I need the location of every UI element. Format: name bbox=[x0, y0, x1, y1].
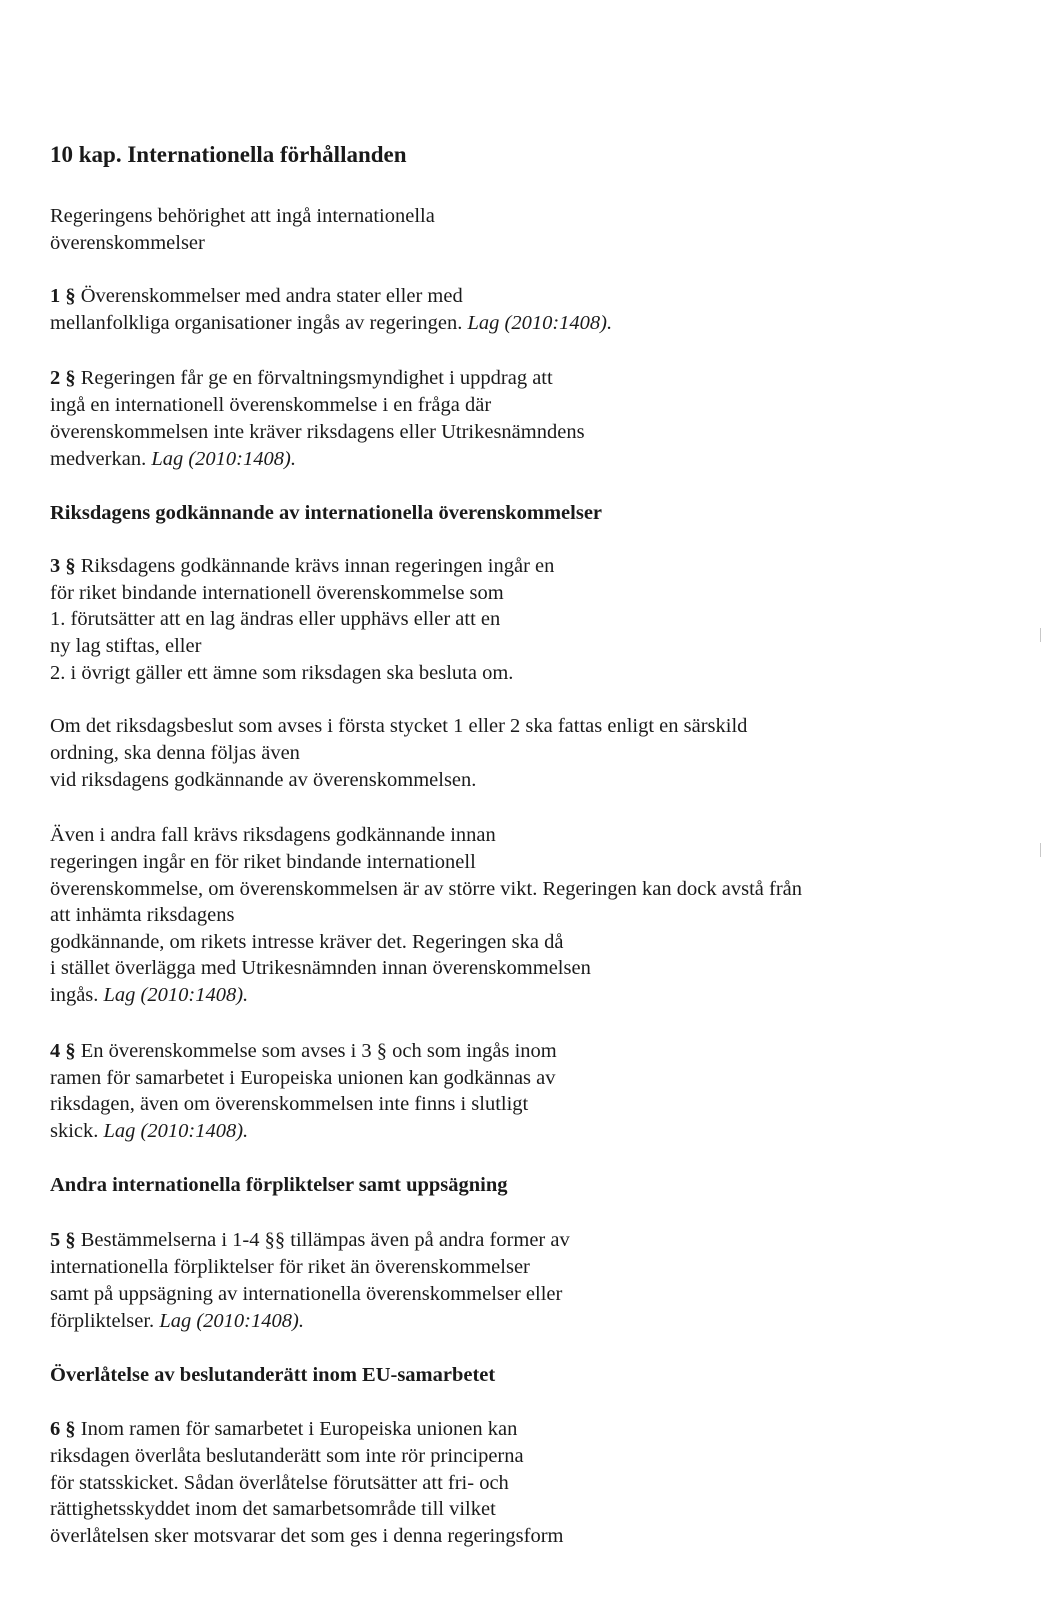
text-line bbox=[50, 1281, 562, 1307]
text-line bbox=[50, 1254, 530, 1280]
text-span: Regeringens behörighet att ingå internationella bbox=[50, 205, 435, 227]
text-span: Överlåtelse av beslutanderätt inom EU-samarbetet bbox=[50, 1364, 496, 1386]
text-span: att inhämta riksdagens bbox=[50, 904, 235, 926]
text-line bbox=[50, 660, 513, 686]
text-line bbox=[50, 230, 205, 256]
text-line bbox=[50, 1443, 524, 1469]
text-span: godkännande, om rikets intresse kräver det. Regeringen ska då bbox=[50, 931, 564, 953]
paragraph-number: 6 § bbox=[50, 1418, 76, 1440]
text-span: skick. bbox=[50, 1120, 104, 1142]
text-span: Riksdagens godkännande av internationella överenskommelser bbox=[50, 502, 603, 524]
scan-speck bbox=[1040, 628, 1041, 642]
text-span: riksdagen, även om överenskommelsen inte finns i slutligt bbox=[50, 1093, 529, 1115]
text-span: riksdagen överlåta beslutanderätt som inte rör principerna bbox=[50, 1445, 524, 1467]
text-span: Även i andra fall krävs riksdagens godkännande innan bbox=[50, 824, 496, 846]
text-span: vid riksdagens godkännande av överenskommelsen. bbox=[50, 769, 477, 791]
text-line bbox=[50, 1308, 304, 1334]
chapter-title: 10 kap. Internationella förhållanden bbox=[50, 142, 407, 167]
text-span: Bestämmelserna i 1-4 §§ tillämpas även på andra former av bbox=[75, 1229, 570, 1251]
law-reference: Lag (2010:1408). bbox=[103, 984, 249, 1006]
text-line bbox=[50, 1038, 557, 1064]
text-line bbox=[50, 446, 296, 472]
paragraph-number: 3 § bbox=[50, 555, 76, 577]
text-line bbox=[50, 1227, 570, 1253]
scan-speck bbox=[1040, 843, 1041, 857]
text-line bbox=[50, 1416, 517, 1442]
text-span: för statsskicket. Sådan överlåtelse förutsätter att fri- och bbox=[50, 1472, 509, 1494]
text-line bbox=[50, 822, 496, 848]
text-span: i stället överlägga med Utrikesnämnden innan överenskommelsen bbox=[50, 957, 591, 979]
text-line bbox=[50, 1523, 563, 1549]
text-span: mellanfolkliga organisationer ingås av regeringen. bbox=[50, 312, 468, 334]
text-span: Riksdagens godkännande krävs innan regeringen ingår en bbox=[75, 555, 555, 577]
text-line bbox=[50, 1470, 509, 1496]
text-span: Regeringen får ge en förvaltningsmyndighet i uppdrag att bbox=[75, 367, 553, 389]
text-span: överenskommelser bbox=[50, 232, 205, 254]
text-line bbox=[50, 633, 201, 659]
text-line bbox=[50, 553, 554, 579]
text-line bbox=[50, 419, 585, 445]
text-line bbox=[50, 713, 747, 739]
text-line bbox=[50, 876, 802, 902]
text-line bbox=[50, 1065, 556, 1091]
text-span: ramen för samarbetet i Europeiska unionen kan godkännas av bbox=[50, 1067, 556, 1089]
text-line bbox=[50, 1118, 248, 1144]
paragraph-number: 4 § bbox=[50, 1040, 76, 1062]
text-line bbox=[50, 902, 234, 928]
text-line bbox=[50, 1496, 496, 1522]
text-span: överenskommelsen inte kräver riksdagens eller Utrikesnämndens bbox=[50, 421, 585, 443]
text-line bbox=[50, 955, 591, 981]
text-line bbox=[50, 310, 612, 336]
text-span: Inom ramen för samarbetet i Europeiska unionen kan bbox=[75, 1418, 518, 1440]
text-line bbox=[50, 392, 491, 418]
text-span: för riket bindande internationell överenskommelse som bbox=[50, 582, 504, 604]
text-line bbox=[50, 580, 504, 606]
text-line bbox=[50, 1091, 528, 1117]
text-span: ingås. bbox=[50, 984, 104, 1006]
text-span: 1. förutsätter att en lag ändras eller upphävs eller att en bbox=[50, 608, 501, 630]
text-span: förpliktelser. bbox=[50, 1310, 160, 1332]
text-span: ingå en internationell överenskommelse i en fråga där bbox=[50, 394, 492, 416]
text-span: 2. i övrigt gäller ett ämne som riksdagen ska besluta om. bbox=[50, 662, 514, 684]
text-line bbox=[50, 929, 563, 955]
law-reference: Lag (2010:1408). bbox=[467, 312, 613, 334]
law-reference: Lag (2010:1408). bbox=[151, 448, 296, 470]
text-line bbox=[50, 606, 500, 632]
text-line bbox=[50, 283, 463, 309]
text-span: ny lag stiftas, eller bbox=[50, 635, 202, 657]
paragraph-number: 1 § bbox=[50, 285, 76, 307]
text-span: Om det riksdagsbeslut som avses i första stycket 1 eller 2 ska fattas enligt en särskild bbox=[50, 715, 748, 737]
law-reference: Lag (2010:1408). bbox=[103, 1120, 249, 1142]
paragraph-number: 5 § bbox=[50, 1229, 76, 1251]
text-span: Andra internationella förpliktelser samt uppsägning bbox=[50, 1174, 508, 1196]
text-line bbox=[50, 982, 248, 1008]
text-line bbox=[50, 740, 300, 766]
section-heading bbox=[50, 1172, 508, 1198]
text-span: Överenskommelser med andra stater eller med bbox=[75, 285, 463, 307]
law-reference: Lag (2010:1408). bbox=[159, 1310, 304, 1332]
text-span: rättighetsskyddet inom det samarbetsområde till vilket bbox=[50, 1498, 496, 1520]
text-span: medverkan. bbox=[50, 448, 152, 470]
text-span: regeringen ingår en för riket bindande internationell bbox=[50, 851, 476, 873]
section-heading bbox=[50, 1362, 495, 1388]
text-line bbox=[50, 767, 476, 793]
text-line bbox=[50, 365, 553, 391]
text-span: överenskommelse, om överenskommelsen är av större vikt. Regeringen kan dock avstå från bbox=[50, 878, 803, 900]
text-span: samt på uppsägning av internationella överenskommelser eller bbox=[50, 1283, 563, 1305]
paragraph-number: 2 § bbox=[50, 367, 76, 389]
text-span: En överenskommelse som avses i 3 § och som ingås inom bbox=[75, 1040, 557, 1062]
text-line bbox=[50, 203, 435, 229]
text-span: överlåtelsen sker motsvarar det som ges i denna regeringsform bbox=[50, 1525, 564, 1547]
text-span: internationella förpliktelser för riket än överenskommelser bbox=[50, 1256, 530, 1278]
text-span: ordning, ska denna följas även bbox=[50, 742, 300, 764]
text-line bbox=[50, 849, 476, 875]
section-heading bbox=[50, 500, 602, 526]
